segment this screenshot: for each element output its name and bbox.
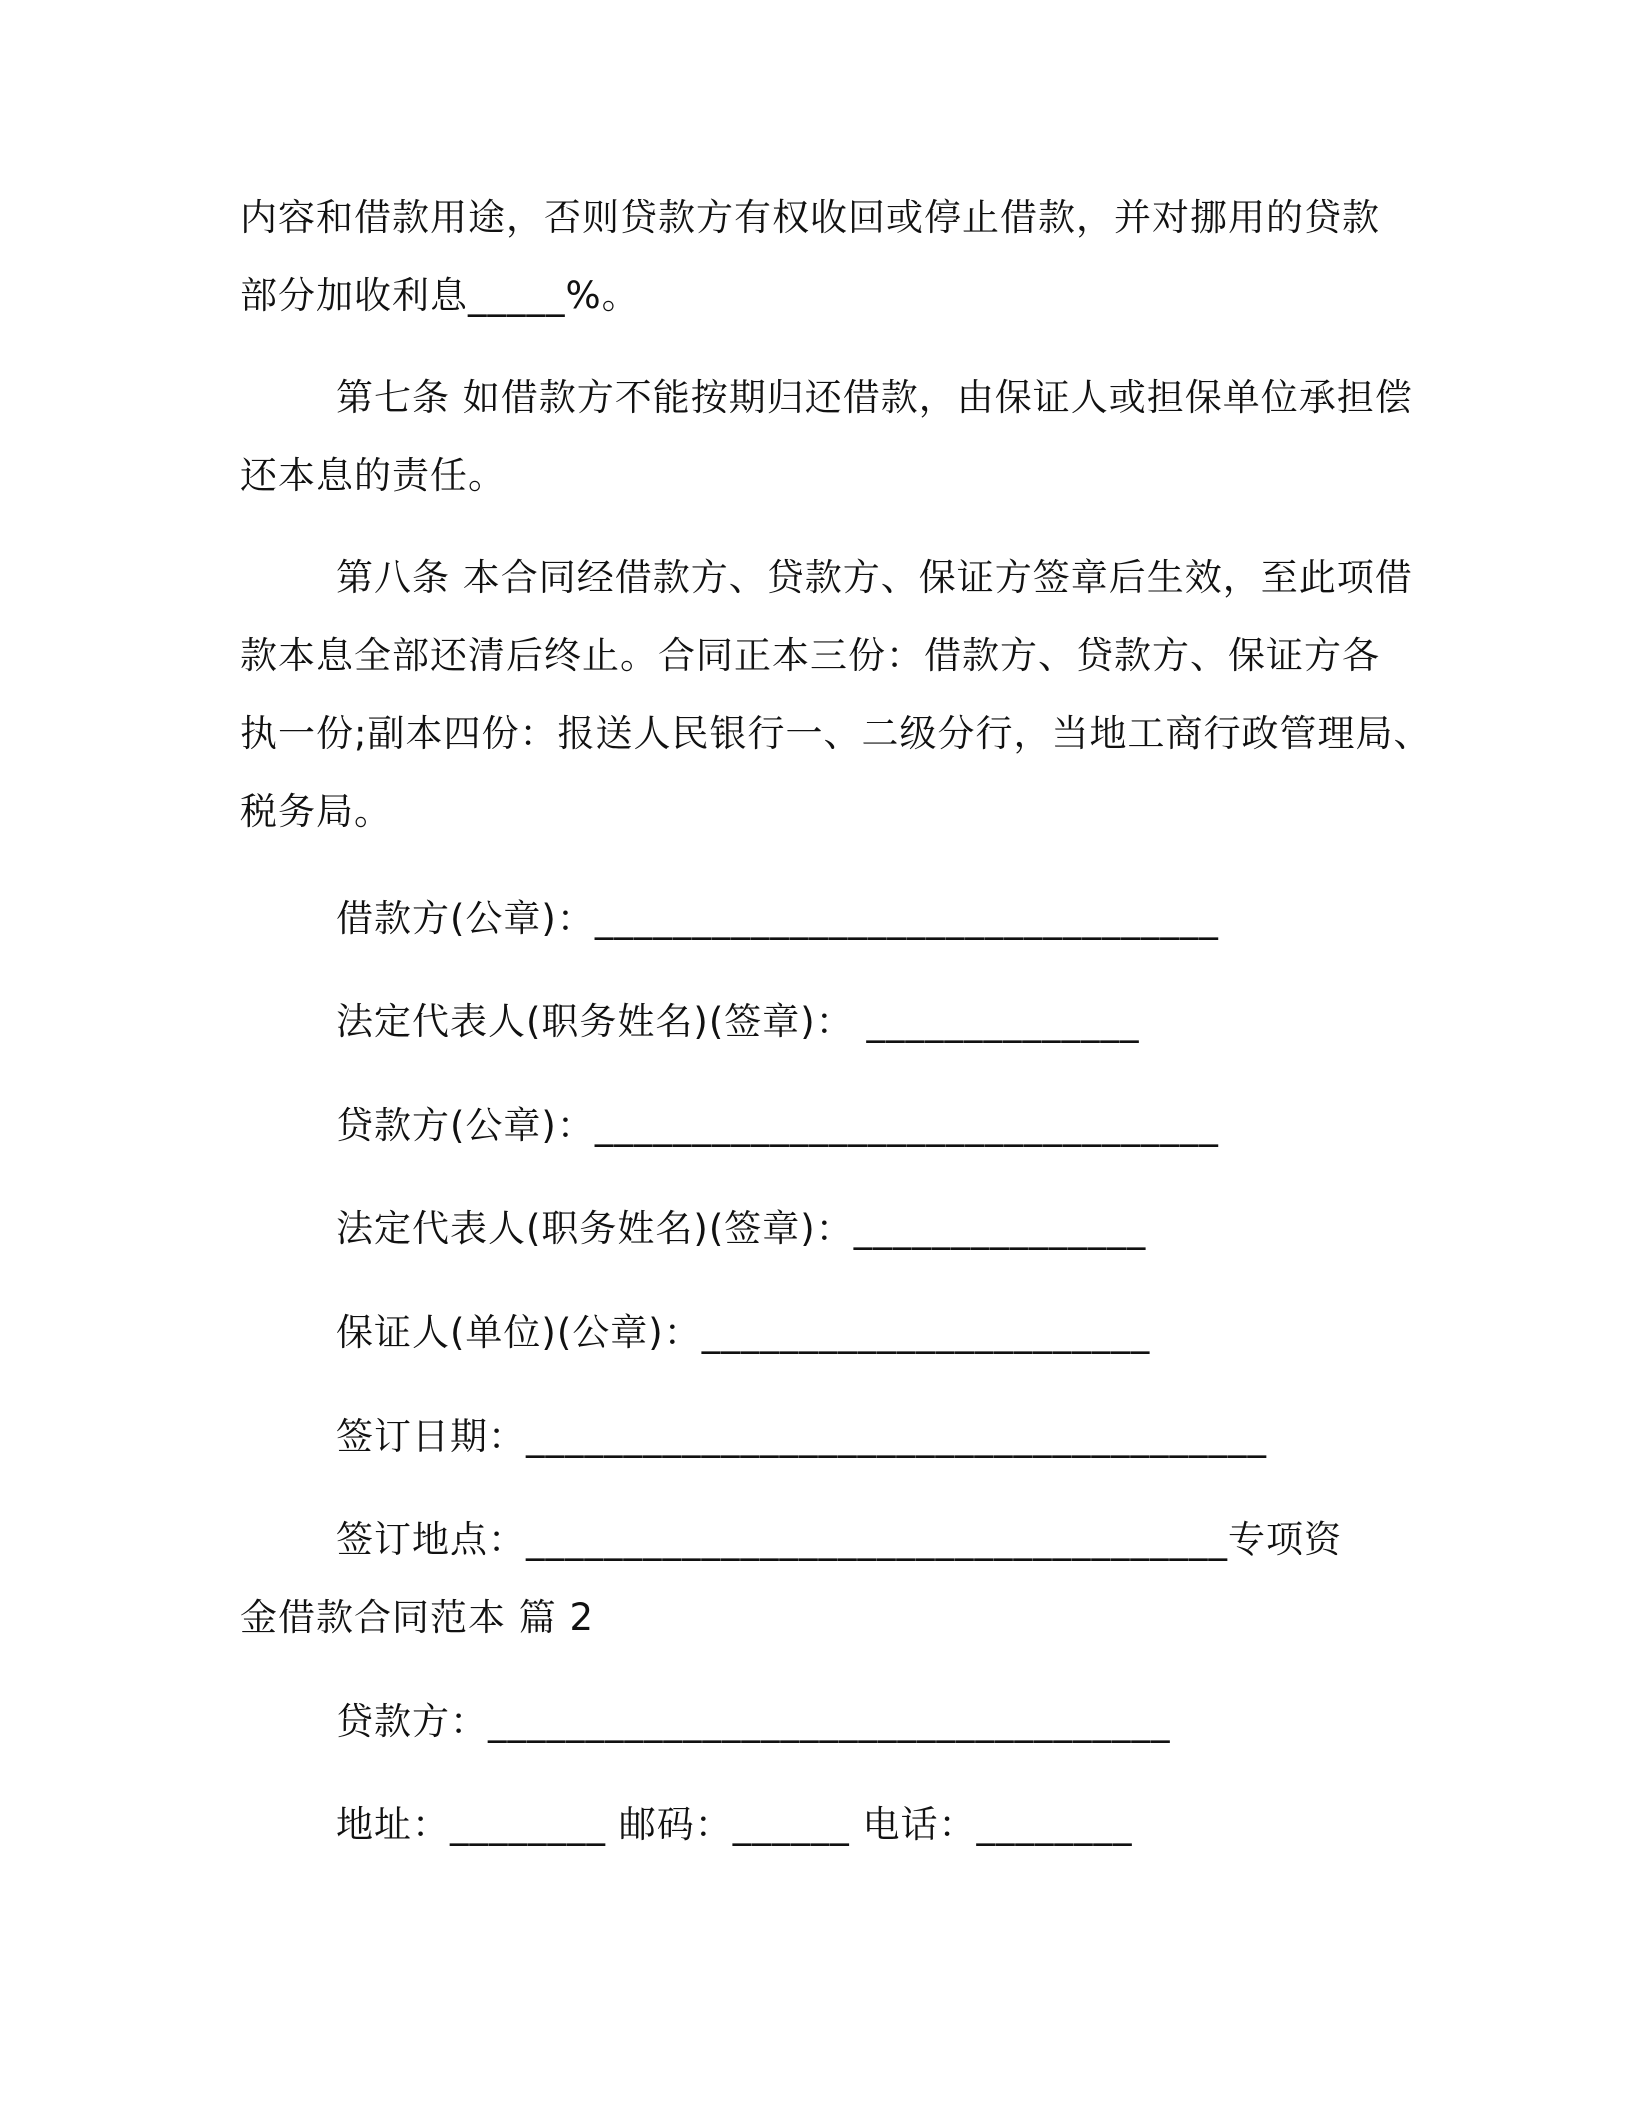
article-8-line: 第八条 本合同经借款方、贷款方、保证方签章后生效，至此项借 bbox=[336, 556, 1413, 599]
contact-fields: 地址：________ 邮码：______ 电话：________ bbox=[336, 1803, 1133, 1846]
borrower-representative-field: 法定代表人(职务姓名)(签章)： ______________ bbox=[336, 1000, 1140, 1043]
article-8-line: 执一份;副本四份：报送人民银行一、二级分行，当地工商行政管理局、 bbox=[240, 712, 1432, 755]
lender-representative-field: 法定代表人(职务姓名)(签章)：_______________ bbox=[336, 1207, 1147, 1250]
guarantor-seal-field: 保证人(单位)(公章)：_______________________ bbox=[336, 1311, 1151, 1354]
signing-place-field: 签订地点：____________________________________专项资 bbox=[336, 1518, 1342, 1561]
article-7-line: 还本息的责任。 bbox=[240, 454, 506, 497]
paragraph-line: 部分加收利息_____%。 bbox=[240, 274, 640, 317]
article-8-line: 税务局。 bbox=[240, 790, 392, 833]
article-7-line: 第七条 如借款方不能按期归还借款，由保证人或担保单位承担偿 bbox=[336, 376, 1413, 419]
borrower-seal-field: 借款方(公章)：________________________________ bbox=[336, 897, 1219, 940]
article-8-line: 款本息全部还清后终止。合同正本三份：借款方、贷款方、保证方各 bbox=[240, 634, 1380, 677]
lender-seal-field: 贷款方(公章)：________________________________ bbox=[336, 1104, 1219, 1147]
section-title: 金借款合同范本 篇 2 bbox=[240, 1596, 595, 1639]
lender-field: 贷款方：___________________________________ bbox=[336, 1700, 1171, 1743]
signing-date-field: 签订日期：______________________________________ bbox=[336, 1415, 1267, 1458]
paragraph-line: 内容和借款用途，否则贷款方有权收回或停止借款，并对挪用的贷款 bbox=[240, 196, 1380, 239]
